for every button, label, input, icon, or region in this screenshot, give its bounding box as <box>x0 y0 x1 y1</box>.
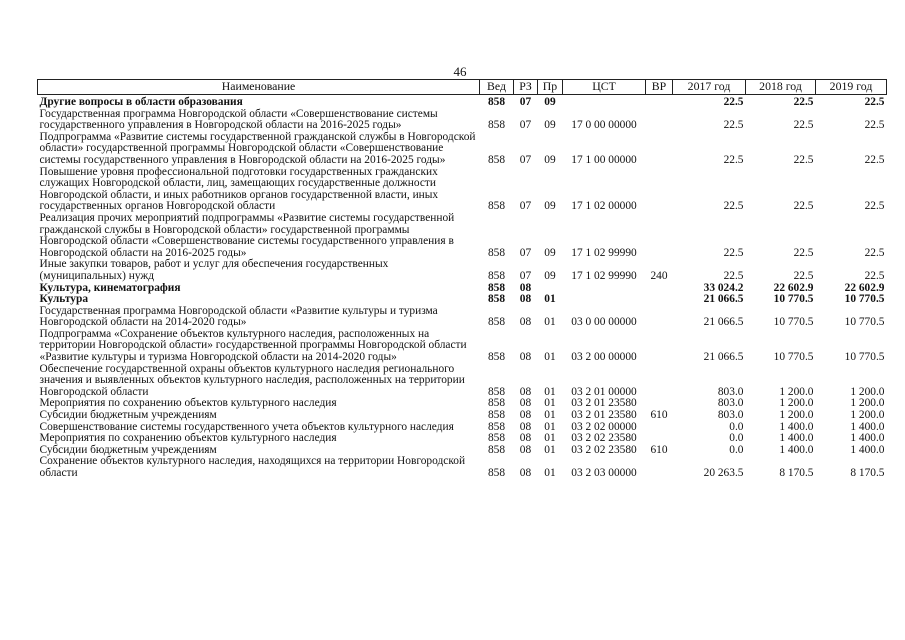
row-2018-amount: 22.5 <box>793 96 814 108</box>
header-rz: РЗ <box>514 80 538 95</box>
row-name: Культура, кинематография <box>39 281 181 294</box>
row-2017-amount: 0.0 <box>729 443 744 456</box>
row-2019-amount: 1 400.0 <box>850 443 885 456</box>
row-rz: 08 <box>519 316 532 329</box>
row-rz: 08 <box>519 432 532 445</box>
row-2017-amount: 803.0 <box>717 385 744 398</box>
header-ved: Вед <box>480 80 514 95</box>
table-row <box>38 95 887 109</box>
row-cst: 03 2 00 00000 <box>571 351 637 364</box>
table-body <box>38 95 887 480</box>
row-2019-amount: 10 770.5 <box>844 351 885 364</box>
row-2018-amount: 1 200.0 <box>779 397 814 410</box>
row-pr: 01 <box>544 293 556 306</box>
row-pr: 09 <box>544 200 556 213</box>
row-rz: 08 <box>519 409 532 422</box>
row-rz: 08 <box>519 467 532 479</box>
row-cst: 17 1 02 00000 <box>571 200 637 213</box>
row-2017-amount: 21 066.5 <box>703 351 744 364</box>
row-cst: 17 1 00 00000 <box>571 153 637 166</box>
row-name: Иные закупки товаров, работ и услуг для обеспечения государственных (муниципальных) нужд <box>39 258 389 282</box>
table-row <box>38 294 887 306</box>
row-ved: 858 <box>487 293 506 306</box>
row-cst: 03 2 01 23580 <box>571 397 637 410</box>
header-vr: ВР <box>646 80 673 95</box>
row-ved: 858 <box>487 200 506 213</box>
row-2019-amount: 8 170.5 <box>850 467 885 479</box>
row-2019-amount: 1 400.0 <box>850 420 885 433</box>
row-name: Субсидии бюджетным учреждениям <box>39 409 217 422</box>
row-cst: 03 2 03 00000 <box>571 467 637 479</box>
row-vr <box>646 283 673 295</box>
row-vr: 240 <box>650 269 668 282</box>
table-row <box>38 306 887 329</box>
row-2019-amount: 22.5 <box>864 96 885 108</box>
row-2017-amount: 22.5 <box>723 96 744 108</box>
row-cst: 17 1 02 99990 <box>571 269 637 282</box>
row-2018-amount: 10 770.5 <box>773 293 814 306</box>
row-2018-amount: 22.5 <box>793 200 814 213</box>
row-2019-amount: 1 200.0 <box>850 409 885 422</box>
row-rz: 07 <box>519 246 532 259</box>
row-name: Культура <box>39 293 89 306</box>
header-2017: 2017 год <box>673 80 746 95</box>
row-rz: 07 <box>519 269 532 282</box>
row-vr <box>646 132 673 167</box>
row-2018-amount: 10 770.5 <box>773 351 814 364</box>
row-pr: 09 <box>544 96 556 108</box>
row-vr <box>646 95 673 109</box>
row-2018-amount: 1 200.0 <box>779 385 814 398</box>
budget-table <box>37 79 887 480</box>
row-ved: 858 <box>487 467 506 479</box>
row-cst <box>563 294 646 306</box>
row-rz: 08 <box>519 281 532 294</box>
row-ved: 858 <box>487 432 506 445</box>
row-2018-amount: 10 770.5 <box>773 316 814 329</box>
row-name: Совершенствование системы государственного учета объектов культурного наследия <box>39 420 454 433</box>
row-pr: 01 <box>544 397 556 410</box>
row-cst: 17 0 00 00000 <box>571 119 637 132</box>
row-2019-amount: 1 200.0 <box>850 397 885 410</box>
row-pr: 01 <box>544 467 556 479</box>
row-2019-amount: 22.5 <box>864 119 885 132</box>
table-row <box>38 109 887 132</box>
row-name: Повышение уровня профессиональной подготовки государственных гражданских служащих Новгородской области, лиц, замещающих государственные должности Новгородской области, и иных работников органов государственной власти, иных государственных органов Новгородской области <box>39 165 439 213</box>
row-ved: 858 <box>487 96 506 108</box>
row-2019-amount: 22.5 <box>864 153 885 166</box>
row-2018-amount: 22.5 <box>793 119 814 132</box>
row-2018-amount: 22.5 <box>793 153 814 166</box>
row-rz: 07 <box>519 96 532 108</box>
row-pr: 01 <box>544 409 556 422</box>
row-2017-amount: 21 066.5 <box>703 316 744 329</box>
row-ved: 858 <box>487 351 506 364</box>
row-cst: 03 2 01 00000 <box>571 385 637 398</box>
row-2017-amount: 803.0 <box>717 397 744 410</box>
row-cst <box>563 283 646 295</box>
row-ved: 858 <box>487 385 506 398</box>
row-name: Сохранение объектов культурного наследия, находящихся на территории Новгородской области <box>39 455 466 479</box>
page-number: 46 <box>453 64 467 79</box>
row-2017-amount: 22.5 <box>723 153 744 166</box>
row-2017-amount: 22.5 <box>723 119 744 132</box>
row-vr <box>646 213 673 259</box>
row-2019-amount: 22.5 <box>864 246 885 259</box>
row-2019-amount: 10 770.5 <box>844 293 885 306</box>
row-2019-amount: 1 400.0 <box>850 432 885 445</box>
row-2017-amount: 20 263.5 <box>703 467 744 479</box>
header-2018: 2018 год <box>746 80 816 95</box>
row-2018-amount: 8 170.5 <box>779 467 814 479</box>
row-2017-amount: 0.0 <box>729 432 744 445</box>
table-row <box>38 456 887 479</box>
row-vr <box>646 329 673 364</box>
row-2017-amount: 22.5 <box>723 200 744 213</box>
table-row <box>38 329 887 364</box>
row-ved: 858 <box>487 420 506 433</box>
row-2019-amount: 10 770.5 <box>844 316 885 329</box>
row-cst: 03 0 00 00000 <box>571 316 637 329</box>
row-name: Реализация прочих мероприятий подпрограммы «Развитие системы государственной гражданской службы в Новгородской области» государственной программы Новгородской области «Совершенствование системы государственного управления в Новгородской области на 2016-2025 годы» <box>39 211 455 259</box>
row-2019-amount: 1 200.0 <box>850 385 885 398</box>
row-ved: 858 <box>487 316 506 329</box>
header-name: Наименование <box>38 80 480 95</box>
row-name: Другие вопросы в области образования <box>39 96 243 108</box>
row-2018-amount: 22 602.9 <box>773 281 814 294</box>
row-2018-amount: 1 200.0 <box>779 409 814 422</box>
row-pr: 01 <box>544 351 556 364</box>
row-2017-amount: 21 066.5 <box>703 293 744 306</box>
row-cst: 17 1 02 99990 <box>571 246 637 259</box>
row-name: Подпрограмма «Развитие системы государственной гражданской службы в Новгородской области» государственной программы Новгородской области «Совершенствование системы государственного управления в Новгородской области на 2016-2025 годы» <box>39 130 476 166</box>
row-vr <box>646 364 673 399</box>
row-pr: 09 <box>544 153 556 166</box>
row-name: Подпрограмма «Сохранение объектов культурного наследия, расположенных на территории Новгородской области» государственной программы Новгородской области «Развитие культуры и туризма Новгородской области на 2014-2020 годы» <box>39 327 467 364</box>
row-pr: 09 <box>544 119 556 132</box>
row-name: Государственная программа Новгородской области «Развитие культуры и туризма Новгородской области на 2014-2020 годы» <box>39 304 438 329</box>
row-ved: 858 <box>487 281 506 294</box>
row-cst: 03 2 01 23580 <box>571 409 637 422</box>
header-2019: 2019 год <box>816 80 887 95</box>
row-cst: 03 2 02 00000 <box>571 420 637 433</box>
row-pr: 01 <box>544 385 556 398</box>
row-ved: 858 <box>487 397 506 410</box>
table-row <box>38 364 887 399</box>
row-pr: 01 <box>544 432 556 445</box>
row-2018-amount: 22.5 <box>793 246 814 259</box>
header-pr: Пр <box>538 80 563 95</box>
row-2017-amount: 0.0 <box>729 420 744 433</box>
table-row <box>38 213 887 259</box>
row-ved: 858 <box>487 153 506 166</box>
table-row <box>38 410 887 422</box>
row-vr: 610 <box>650 443 668 456</box>
table-header-row <box>38 80 887 95</box>
row-2017-amount: 803.0 <box>717 409 744 422</box>
row-rz: 08 <box>519 385 532 398</box>
row-2017-amount: 22.5 <box>723 269 744 282</box>
row-pr: 01 <box>544 443 556 456</box>
row-cst <box>563 95 646 109</box>
row-ved: 858 <box>487 246 506 259</box>
row-cst: 03 2 02 23580 <box>571 432 637 445</box>
row-rz: 08 <box>519 420 532 433</box>
row-pr: 09 <box>544 246 556 259</box>
row-vr <box>646 294 673 306</box>
row-pr: 09 <box>544 269 556 282</box>
row-2019-amount: 22 602.9 <box>844 281 885 294</box>
row-name: Мероприятия по сохранению объектов культурного наследия <box>39 432 337 445</box>
row-vr <box>646 456 673 479</box>
row-2018-amount: 1 400.0 <box>779 443 814 456</box>
row-ved: 858 <box>487 119 506 132</box>
row-pr: 01 <box>544 316 556 329</box>
table-row <box>38 167 887 213</box>
row-name: Субсидии бюджетным учреждениям <box>39 443 217 456</box>
row-rz: 08 <box>519 293 532 306</box>
row-rz: 07 <box>519 200 532 213</box>
row-rz: 08 <box>519 443 532 456</box>
row-name: Мероприятия по сохранению объектов культурного наследия <box>39 397 337 410</box>
table-row <box>38 259 887 282</box>
row-vr <box>646 167 673 213</box>
row-cst: 03 2 02 23580 <box>571 443 637 456</box>
row-pr: 01 <box>544 420 556 433</box>
row-ved: 858 <box>487 269 506 282</box>
row-rz: 07 <box>519 153 532 166</box>
row-2018-amount: 22.5 <box>793 269 814 282</box>
row-name: Обеспечение государственной охраны объектов культурного наследия регионального значения и выявленных объектов культурного наследия, расположенных на территории Новгородской области <box>39 362 465 398</box>
row-ved: 858 <box>487 443 506 456</box>
row-vr: 610 <box>650 409 668 422</box>
row-2018-amount: 1 400.0 <box>779 420 814 433</box>
row-ved: 858 <box>487 409 506 422</box>
header-cst: ЦСТ <box>563 80 646 95</box>
row-2017-amount: 22.5 <box>723 246 744 259</box>
row-2019-amount: 22.5 <box>864 269 885 282</box>
row-rz: 08 <box>519 351 532 364</box>
row-rz: 08 <box>519 397 532 410</box>
row-2019-amount: 22.5 <box>864 200 885 213</box>
row-2017-amount: 33 024.2 <box>703 281 744 294</box>
row-vr <box>646 306 673 329</box>
table-row <box>38 132 887 167</box>
row-vr <box>646 422 673 434</box>
row-vr <box>646 109 673 132</box>
table-row <box>38 283 887 295</box>
row-2018-amount: 1 400.0 <box>779 432 814 445</box>
row-rz: 07 <box>519 119 532 132</box>
row-name: Государственная программа Новгородской области «Совершенствование системы государственного управления в Новгородской области на 2016-2025 годы» <box>39 107 438 132</box>
